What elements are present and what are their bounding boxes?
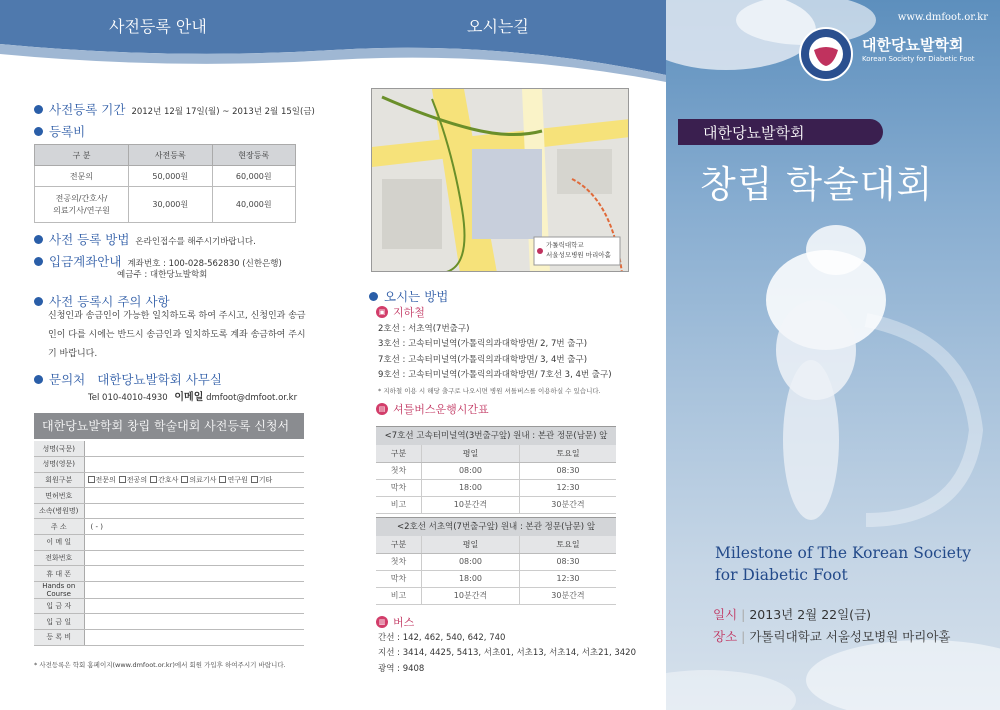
notice-text: 신청인과 송금인이 가능한 일치하도록 하여 주시고, 신청인과 송금인이 다를 시에는 반드시 송금인과 일치하도록 계좌 송금하여 주시기 바랍니다. (48, 311, 306, 359)
location-map[interactable] (371, 88, 629, 272)
form-row (34, 566, 304, 582)
directions-panel (333, 0, 666, 710)
checkbox-label: 의료기사 (189, 475, 217, 484)
contact-section (34, 370, 222, 388)
checkbox-label: 전공의 (126, 475, 148, 484)
fee-header: 사전등록 (129, 145, 213, 166)
website-url[interactable]: www.dmfoot.or.kr (897, 12, 988, 23)
english-title-line: for Diabetic Foot (715, 566, 848, 584)
bus-icon: ▤ (376, 403, 388, 415)
subway-lines (378, 322, 612, 399)
form-field[interactable] (84, 581, 304, 598)
registration-panel (0, 0, 333, 710)
contact-office: 대한당뇨발학회 사무실 (97, 372, 222, 387)
subway-line: 3호선 : 고속터미널역(가톨릭의과대학방면/ 2, 7번 출구) (378, 339, 588, 350)
directions-title: 오시는 방법 (384, 289, 449, 304)
form-row (34, 535, 304, 551)
checkbox[interactable] (181, 476, 188, 483)
bullet-icon (34, 105, 43, 114)
place-value: 가톨릭대학교 서울성모병원 마리아홀 (749, 629, 951, 644)
shuttle-cell: 30분간격 (519, 587, 616, 604)
notice-title: 사전 등록시 주의 사항 (49, 294, 170, 309)
subway-line: 9호선 : 고속터미널역(가톨릭의과대학방면/ 7호선 3, 4번 출구) (378, 370, 612, 381)
form-field[interactable] (84, 472, 304, 488)
shuttle-table (376, 517, 616, 605)
shuttle-cell: 30분간격 (519, 496, 616, 513)
shuttle-header: 토요일 (519, 445, 616, 462)
subway-note: * 지하철 이용 시 해당 출구로 나오시면 병원 셔틀버스를 이용하실 수 있습니다. (378, 386, 601, 395)
society-logo-icon (798, 26, 854, 82)
map-marker-label (546, 240, 611, 260)
bullet-icon (369, 292, 378, 301)
fee-title: 등록비 (49, 124, 86, 139)
bus-lines (378, 631, 636, 677)
form-field[interactable] (84, 550, 304, 566)
date-label: 일시 (713, 607, 738, 622)
bus-line: 간선 : 142, 462, 540, 642, 740 (378, 633, 506, 643)
shuttle-cell: 08:30 (519, 462, 616, 479)
form-field[interactable] (84, 566, 304, 582)
form-field[interactable] (84, 488, 304, 504)
account-title: 입금계좌안내 (49, 254, 122, 269)
form-row (34, 581, 304, 598)
fee-cell: 60,000원 (212, 166, 296, 187)
directions-section (369, 287, 448, 305)
form-label: 전화번호 (34, 550, 84, 566)
account-holder: 예금주 : 대한당뇨발학회 (117, 270, 208, 280)
subway-title: 지하철 (393, 306, 425, 319)
form-field[interactable] (84, 535, 304, 551)
shuttle-header: 평일 (422, 536, 520, 553)
map-label: 가톨릭대학교 (546, 241, 584, 249)
shuttle-cell: 10분간격 (422, 587, 520, 604)
form-label: 성명(국문) (34, 441, 84, 457)
shuttle-cell: 막차 (376, 570, 422, 587)
org-name-en: Korean Society for Diabetic Foot (862, 55, 975, 63)
fee-header: 구 분 (35, 145, 129, 166)
cloud-background (666, 0, 1000, 710)
method-value: 온라인접수를 해주시기바랍니다. (135, 237, 256, 247)
form-title: 대한당뇨발학회 창립 학술대회 사전등록 신청서 (34, 413, 304, 439)
form-label: 입 금 일 (34, 614, 84, 630)
bus-line: 지선 : 3414, 4425, 5413, 서초01, 서초13, 서초14, 서초21, 3420 (378, 648, 636, 659)
form-label: 등 록 비 (34, 630, 84, 646)
form-note: * 사전등록은 학회 홈페이지(www.dmfoot.or.kr)에서 회원 가입후 하여주시기 바랍니다. (34, 661, 286, 669)
checkbox-label: 기타 (258, 475, 273, 484)
shuttle-cell: 12:30 (519, 570, 616, 587)
shuttle-cell: 첫차 (376, 553, 422, 570)
checkbox-label: 간호사 (158, 475, 179, 484)
cover-panel (666, 0, 1000, 710)
form-label: 주 소 (34, 519, 84, 535)
form-row (34, 441, 304, 457)
form-label: 휴 대 폰 (34, 566, 84, 582)
shuttle-header: 구분 (376, 445, 422, 462)
registration-form (34, 441, 304, 646)
bullet-icon (34, 297, 43, 306)
fee-cell: 전공의/간호사/ 의료기사/연구원 (35, 187, 129, 223)
fee-cell: 30,000원 (129, 187, 213, 223)
form-field[interactable] (84, 441, 304, 457)
form-label: 회원구분 (34, 472, 84, 488)
bus-title: 버스 (393, 616, 415, 629)
form-label: 성명(영문) (34, 457, 84, 473)
place-label: 장소 (713, 629, 738, 644)
shuttle-header: 토요일 (519, 536, 616, 553)
subway-line: 2호선 : 서초역(7번출구) (378, 324, 470, 334)
form-field[interactable] (84, 457, 304, 473)
date-value: 2013년 2월 22일(금) (749, 607, 872, 622)
address-placeholder: ( - ) (90, 522, 103, 531)
bullet-icon (34, 257, 43, 266)
subtitle-banner: 대한당뇨발학회 (678, 119, 883, 145)
contact-title: 문의처 (49, 372, 86, 387)
shuttle-grid (376, 536, 616, 605)
fee-cell: 50,000원 (129, 166, 213, 187)
form-label: 면허번호 (34, 488, 84, 504)
subway-heading (376, 304, 425, 320)
event-date: 일시 | 2013년 2월 22일(금) (713, 607, 872, 622)
shuttle-cell: 18:00 (422, 570, 520, 587)
shuttle-header: 평일 (422, 445, 520, 462)
shuttle-header: 구분 (376, 536, 422, 553)
fee-cell: 40,000원 (212, 187, 296, 223)
directions-header: 오시는길 (467, 17, 529, 36)
form-label: 입 금 자 (34, 598, 84, 614)
method-title: 사전 등록 방법 (49, 232, 130, 247)
period-value: 2012년 12월 17일(월) ~ 2013년 2월 15일(금) (131, 107, 315, 117)
form-row (34, 630, 304, 646)
org-name: 대한당뇨발학회 (862, 36, 964, 54)
contact-tel: Tel 010-4010-4930 (88, 393, 168, 403)
form-label: 이 메 일 (34, 535, 84, 551)
bullet-icon (34, 235, 43, 244)
shuttle-cell: 18:00 (422, 479, 520, 496)
shuttle-title: 셔틀버스운행시간표 (393, 403, 489, 416)
form-field[interactable] (84, 503, 304, 519)
shuttle-cell: 08:00 (422, 462, 520, 479)
fee-section (34, 122, 85, 140)
english-title (715, 542, 971, 586)
checkbox[interactable] (88, 476, 95, 483)
form-field[interactable] (84, 598, 304, 614)
period-title: 사전등록 기간 (49, 102, 126, 117)
shuttle-cell: 10분간격 (422, 496, 520, 513)
form-field[interactable] (84, 519, 304, 535)
registration-header: 사전등록 안내 (109, 17, 207, 36)
shuttle-grid (376, 445, 616, 514)
shuttle-cell: 비고 (376, 587, 422, 604)
form-row (34, 472, 304, 488)
event-place: 장소 | 가톨릭대학교 서울성모병원 마리아홀 (713, 629, 951, 644)
fee-cell: 전문의 (35, 166, 129, 187)
period-section (34, 100, 315, 118)
bullet-icon (34, 127, 43, 136)
map-label: 서울성모병원 마리아홀 (546, 251, 611, 259)
shuttle-cell: 08:00 (422, 553, 520, 570)
bus-icon: ▥ (376, 616, 388, 628)
shuttle-cell: 비고 (376, 496, 422, 513)
bus-heading (376, 614, 414, 630)
fee-header: 현장등록 (212, 145, 296, 166)
checkbox[interactable] (251, 476, 258, 483)
shuttle-caption: <7호선 고속터미널역(3번출구앞) 원내 : 본관 정문(남문) 앞 (376, 426, 616, 445)
checkbox-label: 전문의 (95, 475, 116, 484)
checkbox[interactable] (119, 476, 126, 483)
shuttle-caption: <2호선 서초역(7번출구앞) 원내 : 본관 정문(남문) 앞 (376, 517, 616, 536)
fee-table (34, 144, 296, 223)
form-label: Hands on Course (34, 581, 84, 598)
form-label: 소속(병원명) (34, 503, 84, 519)
form-row (34, 614, 304, 630)
shuttle-heading (376, 401, 489, 417)
shuttle-cell: 12:30 (519, 479, 616, 496)
shuttle-table (376, 426, 616, 514)
checkbox[interactable] (150, 476, 157, 483)
subway-line: 7호선 : 고속터미널역(가톨릭의과대학방면/ 3, 4번 출구) (378, 354, 588, 365)
form-row (34, 550, 304, 566)
method-section (34, 230, 256, 248)
form-row (34, 457, 304, 473)
checkbox[interactable] (219, 476, 226, 483)
shuttle-cell: 첫차 (376, 462, 422, 479)
contact-email-label: 이메일 (174, 392, 204, 403)
form-row (34, 488, 304, 504)
checkbox-label: 연구원 (227, 475, 248, 484)
form-row (34, 503, 304, 519)
bus-line: 광역 : 9408 (378, 663, 425, 674)
english-title-line: Milestone of The Korean Society (715, 544, 971, 562)
account-number: 계좌번호 : 100-028-562830 (신한은행) (127, 259, 282, 269)
form-row (34, 598, 304, 614)
main-title: 창립 학술대회 (700, 163, 934, 206)
shuttle-cell: 08:30 (519, 553, 616, 570)
contact-email: dmfoot@dmfoot.or.kr (206, 393, 298, 403)
subway-icon: ▣ (376, 306, 388, 318)
form-field[interactable] (84, 614, 304, 630)
shuttle-cell: 막차 (376, 479, 422, 496)
form-field[interactable] (84, 630, 304, 646)
bullet-icon (34, 375, 43, 384)
contact-line (88, 388, 297, 403)
form-row (34, 519, 304, 535)
